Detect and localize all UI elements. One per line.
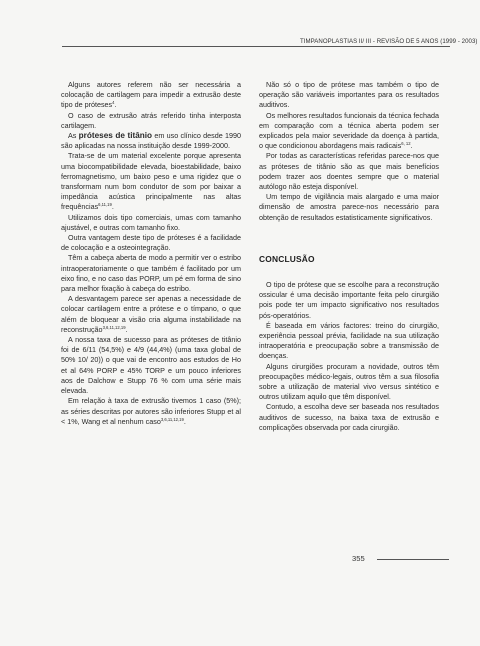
paragraph: Alguns autores referem não ser necessária a colocação de cartilagem para impedir a extrusão deste tipo de próteses$^4$. (61, 80, 241, 110)
paragraph: O caso de extrusão atrás referido tinha interposta cartilagem. (61, 110, 241, 130)
paragraph: Contudo, a escolha deve ser baseada nos resultados auditivos de sucesso, na baixa taxa de extrusão e complicações observada por cada cirurgião. (259, 402, 439, 432)
footer-rule (377, 559, 449, 560)
paragraph: Utilizamos dois tipo comerciais, umas com tamanho ajustável, e outras com tamanho fixo. (61, 212, 241, 232)
paragraph: Têm a cabeça aberta de modo a permitir ver o estribo intraoperatoriamente o que também é facilitado por um eixo fino, e no caso das PORP, um pé em forma de sino para melhor fixação à cabeça do estribo. (61, 253, 241, 294)
header-rule (62, 46, 450, 47)
paragraph: Não só o tipo de prótese mas também o tipo de operação são variáveis importantes para os resultados auditivos. (259, 80, 439, 110)
paragraph: As próteses de titânio em uso clínico desde 1990 são aplicadas na nossa instituição desde 1999-2000. (61, 131, 241, 151)
paragraph: Os melhores resultados funcionais da técnica fechada em comparação com a técnica aberta podem ser explicados pela maior severidade da doença à partida, o que condicionou abordagens mais radicais$^{6, 12}$. (259, 110, 439, 151)
left-column (61, 80, 241, 427)
paragraph: Alguns cirurgiões procuram a novidade, outros têm preocupações médico-legais, outros têm a sua filosofia sobre a utilização de material vivo versus sintético e outros utilizam aquilo que têm disponível. (259, 361, 439, 402)
paragraph: A nossa taxa de sucesso para as próteses de titânio foi de 6/11 (54,5%) e 4/9 (44,4%) (uma taxa global de 50% 10/ 20)) o que vai de encontro aos estudos de Ho et al 64% PORP e 45% TORP e um pouco inferiores aos de Dalchow e Stupp 76 % com uma série mais elevada. (61, 335, 241, 396)
paragraph: Outra vantagem deste tipo de próteses é a facilidade de colocação e a osteointegração. (61, 233, 241, 253)
paragraph: Trata-se de um material excelente porque apresenta uma biocompatibilidade elevada, bioestabilidade, baixo ferromagnetismo, um baixo peso e uma rigidez que o transformam num bom condutor de som por baixar a impedância acústica principalmente nas altas frequências$^{6,11,19}$. (61, 151, 241, 212)
right-column (259, 80, 439, 433)
paragraph: Em relação à taxa de extrusão tivemos 1 caso (5%); as séries descritas por autores são inferiores Stupp et al < 1%, Wang et al nenhum caso$^{3,6,11,12,19}$. (61, 396, 241, 426)
paragraph: É baseada em vários factores: treino do cirurgião, experiência pessoal prévia, facilidade na sua utilização intraoperatória e preocupação sobre a transmissão de doenças. (259, 320, 439, 361)
keyword-titanium: próteses de titânio (78, 131, 153, 141)
page-number: 355 (352, 554, 365, 563)
section-title-conclusion: CONCLUSÃO (259, 253, 315, 264)
paragraph: Um tempo de vigilância mais alargado e uma maior dimensão de amostra parece-nos necessário para obtenção de resultados estatisticamente significativos. (259, 192, 439, 222)
running-header: TIMPANOPLASTIAS II/ III - REVISÃO DE 5 ANOS (1999 - 2003) (300, 38, 478, 45)
paragraph: O tipo de prótese que se escolhe para a reconstrução ossicular é uma decisão importante feita pelo cirurgião pois pode ter um impacto significativo nos resultados pós-operatórios. (259, 280, 439, 320)
paragraph: A desvantagem parece ser apenas a necessidade de colocar cartilagem entre a prótese e o tímpano, o que além de bloquear a visão cria alguma instabilidade na reconstrução$^{3,6,11,12,19}$. (61, 294, 241, 334)
paragraph: Por todas as características referidas parece-nos que as próteses de titânio são as que mais benefícios podem trazer aos doentes sempre que o material autólogo não esteja disponível. (259, 151, 439, 192)
